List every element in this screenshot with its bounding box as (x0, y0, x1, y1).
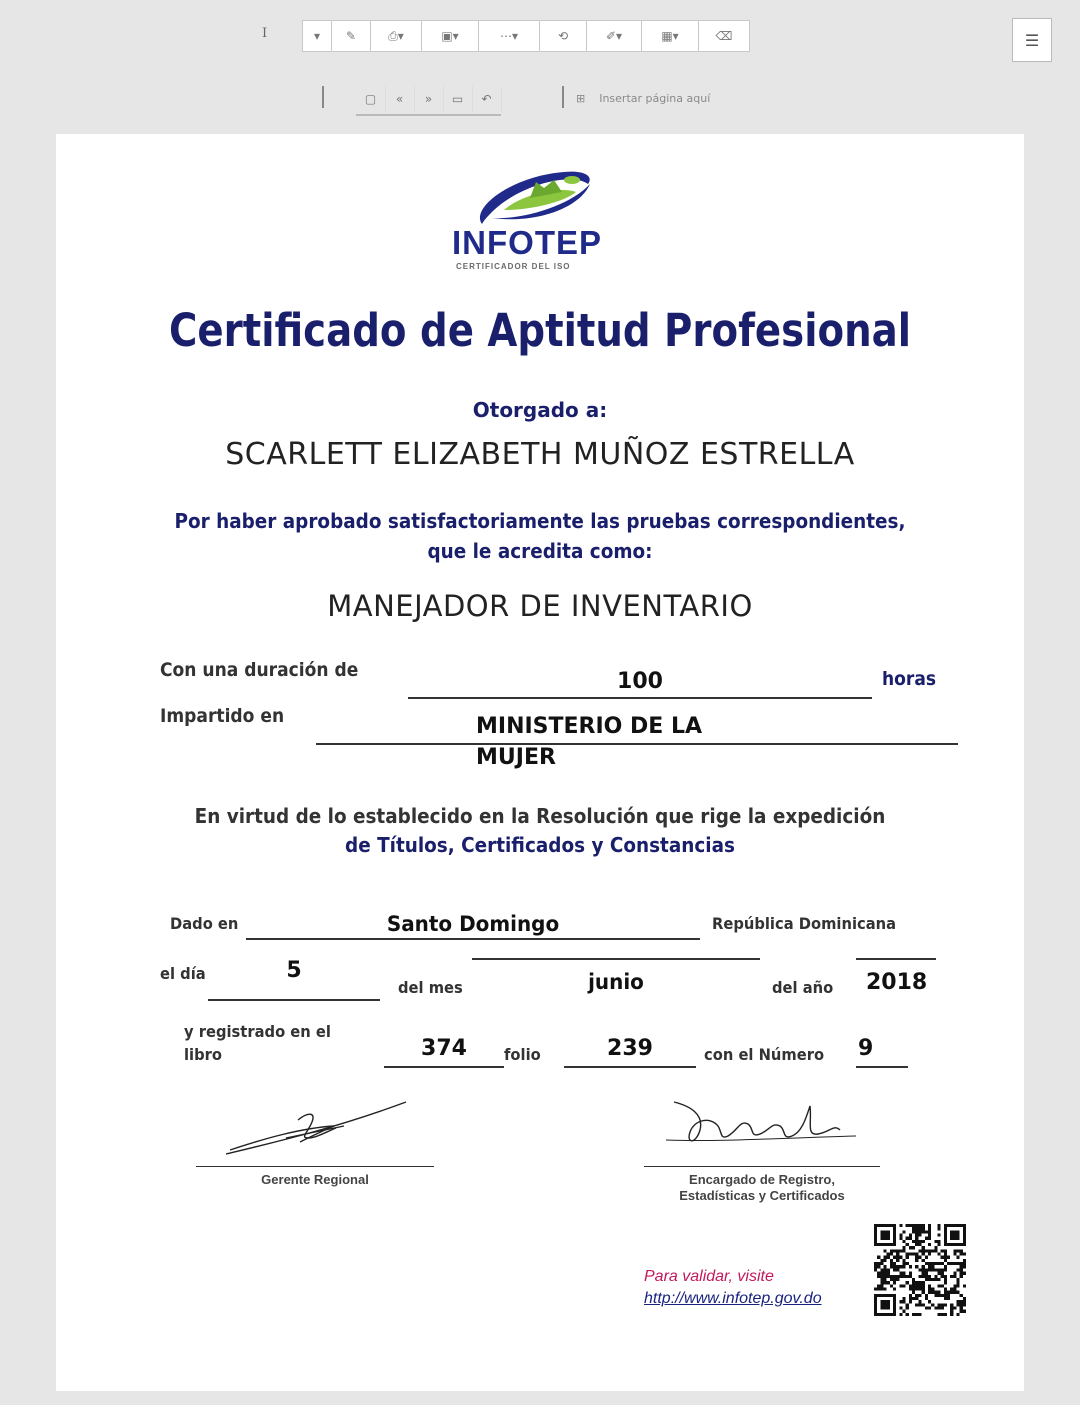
more-icon[interactable]: ⋯▾ (478, 20, 540, 52)
right-signature-caption (644, 1172, 880, 1204)
certificate-title: Certificado de Aptitud Profesional (168, 304, 912, 357)
dropdown-icon[interactable]: ▾ (302, 20, 332, 52)
number-label: con el Número (704, 1045, 825, 1064)
insert-page-button[interactable] (576, 92, 710, 105)
book-underline (384, 1066, 504, 1068)
year-top-underline (856, 958, 936, 960)
day-value: 5 (286, 958, 302, 983)
text-cursor-icon[interactable]: I (262, 26, 268, 41)
given-city: Santo Domingo (386, 912, 560, 936)
resolution-text (95, 802, 986, 860)
year-value: 2018 (866, 970, 928, 995)
folio-label: folio (504, 1045, 541, 1064)
reason-line-1: Por haber aprobado satisfactoriamente las pruebas correspondientes, (174, 509, 906, 533)
year-label: del año (772, 978, 834, 997)
country: República Dominicana (712, 914, 897, 933)
validation-text: Para validar, visite (644, 1268, 774, 1285)
qr-code-icon (874, 1224, 966, 1316)
month-value: junio (588, 970, 644, 994)
print-icon[interactable]: ⎙▾ (370, 20, 422, 52)
insert-page-label: Insertar página aquí (599, 92, 711, 105)
number-value: 9 (858, 1036, 874, 1061)
stamp-icon[interactable]: ▦▾ (641, 20, 699, 52)
folio-value: 239 (607, 1036, 653, 1061)
left-signature-caption: Gerente Regional (261, 1172, 369, 1187)
validation-link[interactable]: http://www.infotep.gov.do (644, 1290, 822, 1307)
qualification: MANEJADOR DE INVENTARIO (327, 589, 753, 623)
validation-note (644, 1266, 822, 1310)
duration-unit: horas (882, 668, 937, 690)
rotate-icon[interactable]: ⟲ (539, 20, 587, 52)
duration-value: 100 (617, 669, 663, 694)
toolbar-divider (562, 86, 564, 108)
given-underline (246, 938, 700, 940)
insert-page-icon: ⊞ (576, 92, 586, 105)
registrar-signature (660, 1096, 864, 1152)
reason-line-2: que le acredita como: (427, 539, 653, 563)
page-tools-group (356, 86, 501, 116)
day-label: el día (160, 964, 206, 983)
imparted-line-2: MUJER (476, 745, 556, 770)
folio-underline (564, 1066, 696, 1068)
book-value: 374 (421, 1036, 467, 1061)
day-underline (208, 999, 380, 1001)
duration-label: Con una duración de (160, 659, 359, 681)
right-caption-line-1: Encargado de Registro, (689, 1172, 835, 1187)
reason-text (95, 506, 986, 566)
imparted-underline (316, 743, 958, 745)
regional-manager-signature (216, 1098, 412, 1160)
erase-icon[interactable]: ⌫ (698, 20, 750, 52)
resolution-line-1: En virtud de lo establecido en la Resolución que rige la expedición (194, 804, 886, 828)
logo-subtitle: CERTIFICADOR DEL ISO (456, 262, 571, 271)
duration-underline (408, 697, 872, 699)
pen-icon[interactable]: ✐▾ (586, 20, 642, 52)
right-signature-line (644, 1166, 880, 1167)
left-signature-line (196, 1166, 434, 1167)
logo-wordmark: INFOTEP (452, 224, 603, 261)
imparted-line-1: MINISTERIO DE LA (476, 714, 703, 739)
number-underline (856, 1066, 908, 1068)
draw-icon[interactable]: ✎ (331, 20, 371, 52)
month-label: del mes (398, 978, 463, 997)
image-icon[interactable]: ▣▾ (421, 20, 479, 52)
given-label: Dado en (170, 914, 239, 933)
undo-icon[interactable]: ↶ (472, 86, 502, 112)
toolbar-button-group (302, 20, 749, 52)
page-fit-icon[interactable]: ▭ (443, 86, 473, 112)
right-caption-line-2: Estadísticas y Certificados (679, 1188, 845, 1203)
book-label-1: y registrado en el (184, 1022, 331, 1041)
viewer-toolbar (0, 0, 1080, 130)
page-icon[interactable]: ▢ (356, 86, 386, 112)
book-label-2: libro (184, 1045, 223, 1064)
recipient-name: SCARLETT ELIZABETH MUÑOZ ESTRELLA (225, 437, 855, 472)
page-next-icon[interactable]: » (414, 86, 444, 112)
awarded-label: Otorgado a: (472, 398, 608, 422)
resolution-line-2: de Títulos, Certificados y Constancias (345, 833, 735, 857)
date-top-underline (472, 958, 760, 960)
imparted-label: Impartido en (160, 705, 285, 727)
toolbar-divider (322, 86, 324, 108)
page-prev-icon[interactable]: « (385, 86, 415, 112)
sidebar-toggle-icon[interactable]: ☰ (1012, 18, 1052, 62)
